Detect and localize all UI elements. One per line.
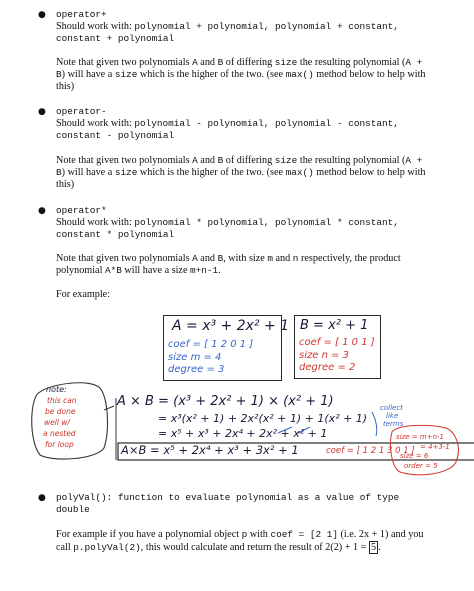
text: of differing — [223, 57, 275, 68]
multiplication-step-2: = x³(x² + 1) + 2x²(x² + 1) + 1(x² + 1) — [158, 412, 368, 425]
operator-minus-title: operator- — [56, 106, 107, 117]
code: B — [217, 57, 224, 68]
size-calc: = 4+3-1 — [420, 443, 450, 451]
text: and — [197, 155, 218, 166]
size-calc: order = 5 — [404, 462, 438, 470]
text: the resulting polynomial ( — [297, 155, 406, 166]
text: Note that given two polynomials — [56, 155, 193, 166]
note-line: well w/ — [44, 418, 70, 427]
polyval-example-line-2 — [56, 542, 381, 553]
works-with-code-2: constant - polynomial — [56, 130, 175, 141]
text: For example if you have a polynomial object — [56, 529, 242, 540]
code: B — [217, 253, 224, 264]
note-line: a nested — [43, 429, 76, 438]
works-with-code: polynomial - polynomial, polynomial - constant, — [134, 118, 399, 129]
text: , with size — [223, 253, 268, 264]
code: size — [274, 57, 298, 68]
polyval-title-2: double — [56, 504, 90, 515]
code: size — [274, 155, 298, 166]
text: . — [218, 265, 221, 276]
polynomial-a-size: size m = 4 — [168, 352, 222, 363]
bullet: ● — [38, 206, 46, 216]
text: method below to help with — [313, 69, 426, 80]
operator-times-title: operator* — [56, 205, 107, 216]
operator-plus-title: operator+ — [56, 9, 107, 20]
code: p.polyVal(2) — [73, 542, 141, 553]
text: and — [197, 253, 218, 264]
works-with-prefix: Should work with: — [56, 118, 135, 129]
code: m — [267, 253, 273, 264]
code: A + — [405, 57, 423, 68]
text: with — [247, 529, 271, 540]
text: which is the higher of the two. (see — [137, 69, 286, 80]
code: B — [217, 155, 224, 166]
polynomial-a-coef: coef = [ 1 2 0 1 ] — [168, 339, 254, 350]
code: B — [56, 69, 62, 80]
text: which is the higher of the two. (see — [137, 167, 286, 178]
note-line-3: this) — [56, 81, 75, 92]
text: of differing — [223, 155, 275, 166]
works-with-code-2: constant + polynomial — [56, 33, 175, 44]
note-line: for loop — [45, 440, 74, 449]
text: . — [378, 542, 381, 553]
text: (i.e. 2x + 1) and you — [337, 529, 424, 540]
polyval-example-line-1 — [56, 529, 424, 540]
for-example-label: For example: — [56, 289, 111, 300]
polynomial-b-coef: coef = [ 1 0 1 ] — [299, 337, 375, 348]
code: m+n-1 — [190, 265, 219, 276]
code: max() — [285, 167, 314, 178]
text: and — [272, 253, 293, 264]
code: A + — [405, 155, 423, 166]
text: ) will have a — [61, 69, 115, 80]
works-with-code-2: constant * polynomial — [56, 229, 175, 240]
text: respectively, the product — [298, 253, 401, 264]
works-with-prefix: Should work with: — [56, 21, 135, 32]
polyval-title-1: polyVal(): function to evaluate polynomial as a value of type — [56, 492, 400, 503]
code: size — [114, 69, 138, 80]
note-line: this can — [47, 396, 77, 405]
text: the resulting polynomial ( — [297, 57, 406, 68]
code: A — [192, 57, 198, 68]
size-calc: size = m+n-1 — [396, 433, 444, 441]
text: call — [56, 542, 74, 553]
size-calc: size = 6 — [400, 452, 429, 460]
text: Note that given two polynomials — [56, 57, 193, 68]
works-with-prefix: Should work with: — [56, 217, 135, 228]
text: , this would calculate and return the result of 2(2) + 1 = — [140, 542, 369, 553]
bullet: ● — [38, 107, 46, 117]
works-with-code: polynomial * polynomial, polynomial * constant, — [134, 217, 399, 228]
code: n — [292, 253, 299, 264]
text: method below to help with — [313, 167, 426, 178]
note-line-3: this) — [56, 179, 75, 190]
polynomial-b-degree: degree = 2 — [299, 362, 356, 373]
text: ) will have a — [61, 167, 115, 178]
note-line: be done — [45, 407, 76, 416]
code: size — [114, 167, 138, 178]
polynomial-a-degree: degree = 3 — [168, 364, 225, 375]
code: A — [192, 253, 198, 264]
polynomial-b-definition: B = x² + 1 — [300, 318, 369, 333]
code: max() — [285, 69, 314, 80]
note-line: note: — [46, 385, 67, 394]
boxed-result: 5 — [370, 542, 377, 553]
works-with-code: polynomial + polynomial, polynomial + constant, — [134, 21, 399, 32]
multiplication-step-1: A × B = (x³ + 2x² + 1) × (x² + 1) — [117, 394, 334, 409]
multiplication-step-3: = x⁵ + x³ + 2x⁴ + 2x² + x² + 1 — [158, 427, 328, 440]
code: A — [192, 155, 198, 166]
collect-note: collect — [380, 404, 403, 412]
text: polynomial — [56, 265, 105, 276]
result-coef: coef = [ 1 2 1 3 0 1 ] — [326, 446, 415, 456]
multiplication-result: A×B = x⁵ + 2x⁴ + x³ + 3x² + 1 — [121, 443, 299, 457]
text: will have a size — [121, 265, 191, 276]
code: coef = [2 1] — [270, 529, 338, 540]
code: p — [241, 529, 248, 540]
collect-note: like — [386, 412, 399, 420]
code: A*B — [104, 265, 122, 276]
polynomial-b-size: size n = 3 — [299, 350, 350, 361]
bullet: ● — [38, 493, 46, 503]
collect-note: terms — [383, 420, 404, 428]
polynomial-a-definition: A = x³ + 2x² + 1 — [172, 318, 290, 334]
bullet: ● — [38, 10, 46, 20]
code: B — [56, 167, 62, 178]
text: and — [197, 57, 218, 68]
text: Note that given two polynomials — [56, 253, 193, 264]
